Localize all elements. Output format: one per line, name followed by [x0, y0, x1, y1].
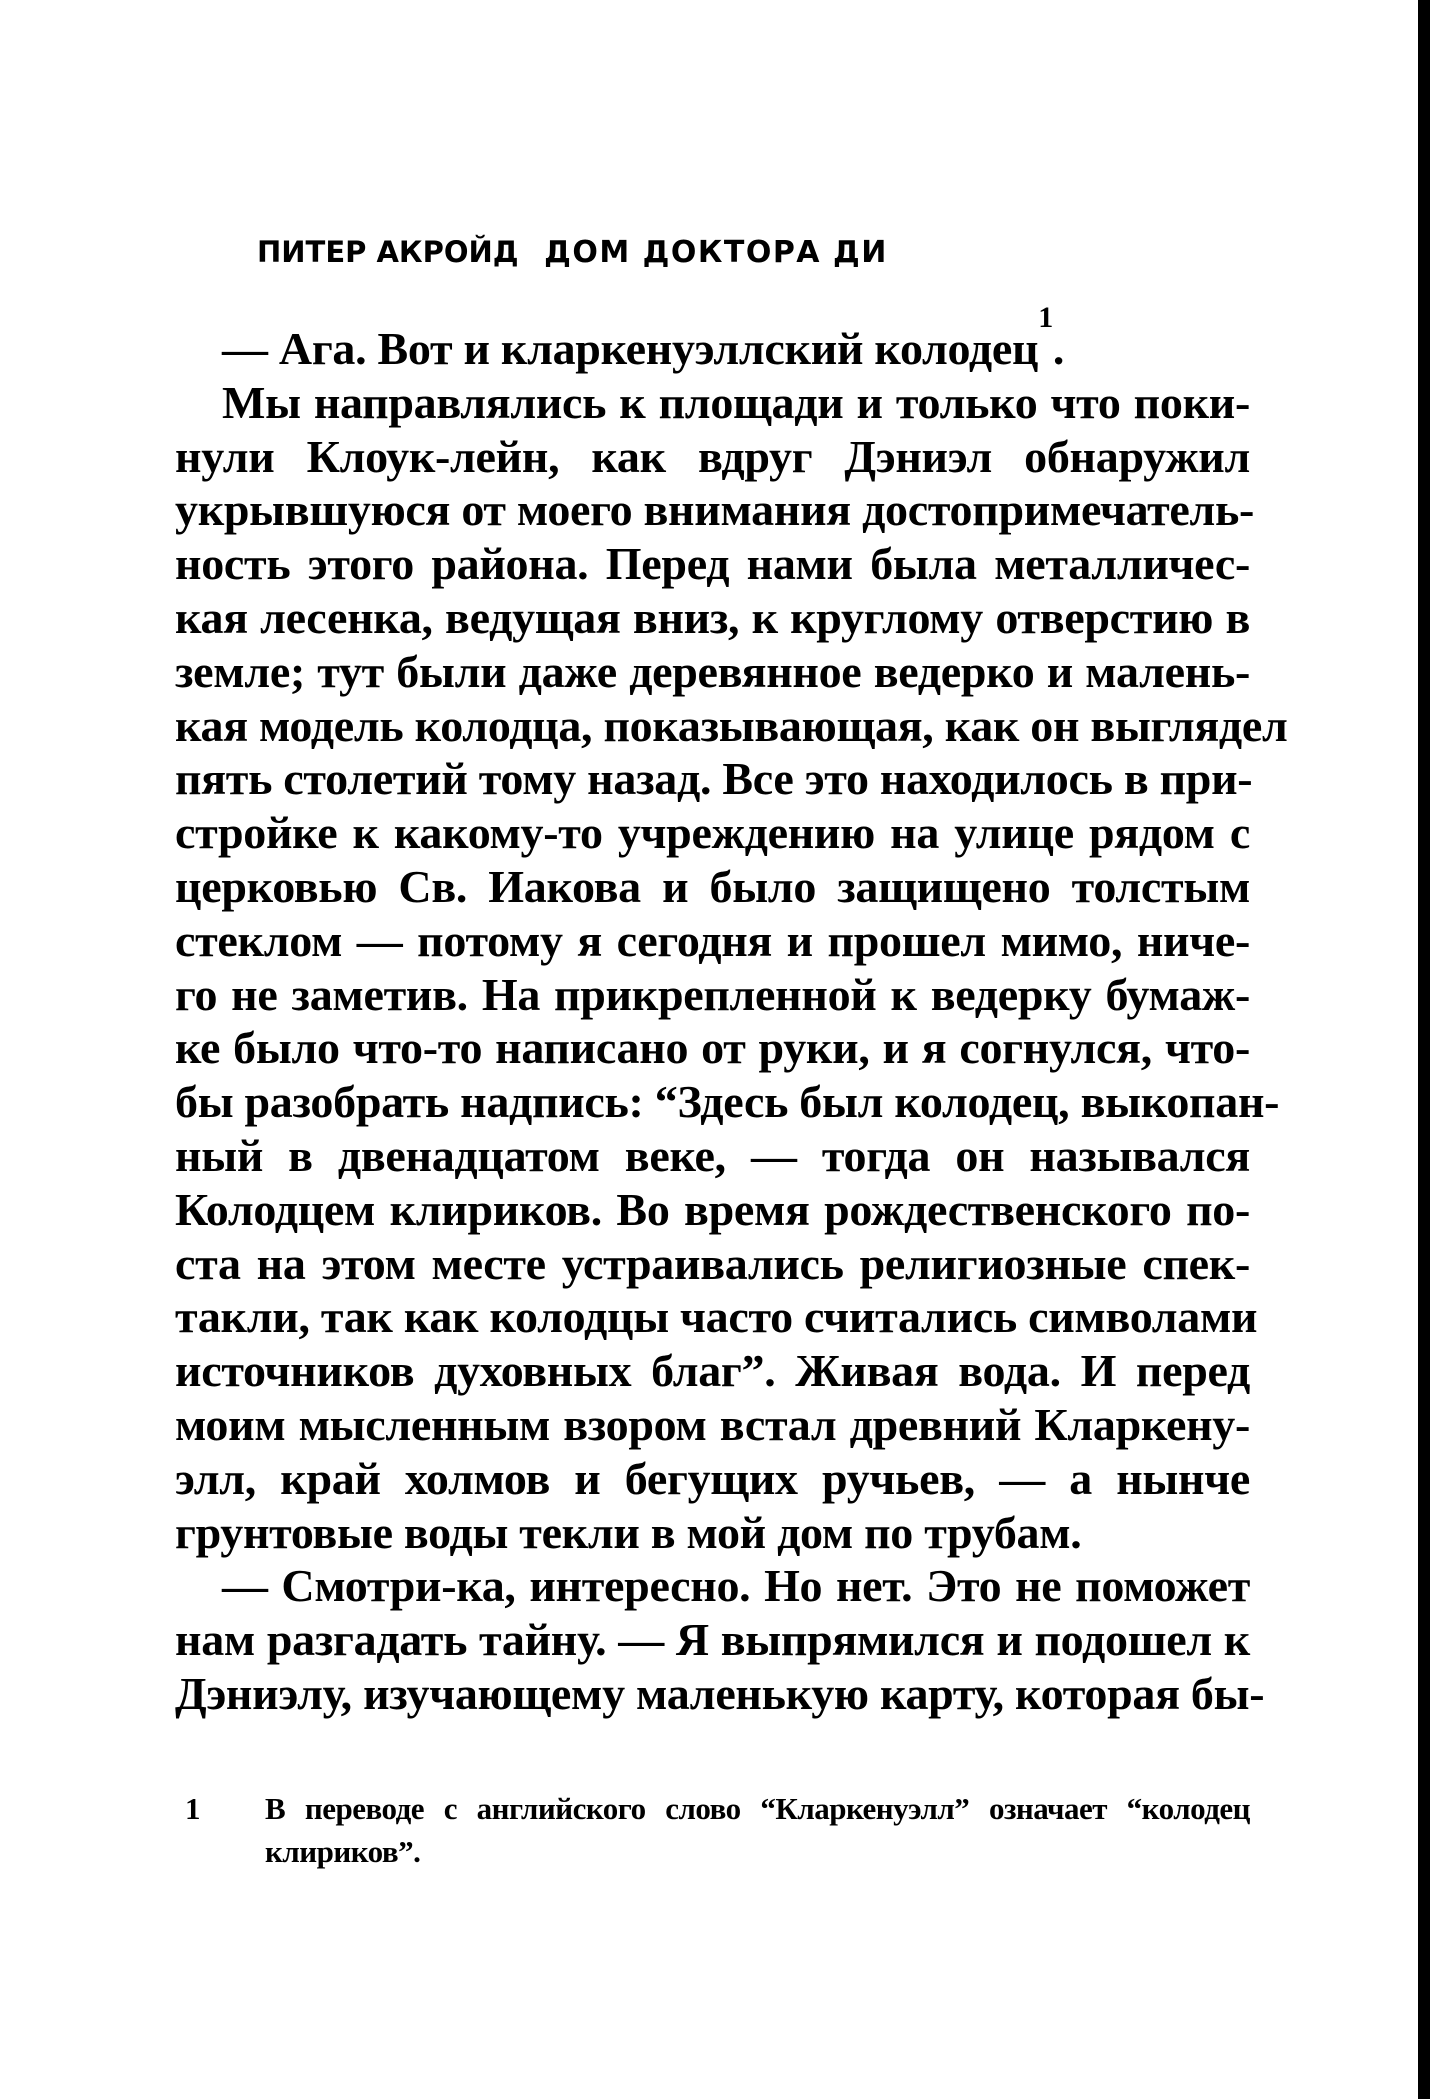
text-line: стеклом — потому я сегодня и прошел мимо, ниче- [175, 914, 1250, 966]
text-line: Мы направлялись к площади и только что поки- [222, 376, 1250, 428]
text-line: го не заметив. На прикрепленной к ведерку бумаж- [175, 968, 1250, 1020]
footnote-line: клириков”. [265, 1834, 421, 1869]
text-line: Колодцем клириков. Во время рождественского по- [175, 1183, 1250, 1235]
text-line: Дэниэлу, изучающему маленькую карту, которая бы- [175, 1667, 1265, 1719]
text-line: грунтовые воды текли в мой дом по трубам. [175, 1506, 1082, 1558]
text-line: источников духовных благ”. Живая вода. И перед [175, 1345, 1250, 1397]
text-line: нули Клоук-лейн, как вдруг Дэниэл обнаружил [175, 430, 1250, 482]
text-line: — Ага. Вот и кларкенуэллский колодец$^1$. [222, 301, 1065, 374]
page-edge-bar [1418, 0, 1430, 2099]
text-line: нам разгадать тайну. — Я выпрямился и подошел к [175, 1614, 1250, 1666]
text-line: такли, так как колодцы часто считались символами [175, 1291, 1258, 1343]
text-line: кая лесенка, ведущая вниз, к круглому отверстию в [175, 591, 1250, 643]
text-line: ста на этом месте устраивались религиозные спек- [175, 1237, 1250, 1289]
text-line: — Смотри-ка, интересно. Но нет. Это не поможет [222, 1560, 1250, 1612]
text-line: бы разобрать надпись: “Здесь был колодец, выкопан- [175, 1076, 1280, 1128]
text-line: укрывшуюся от моего внимания достопримечатель- [175, 484, 1255, 536]
text-line: стройке к какому-то учреждению на улице рядом с [175, 807, 1250, 859]
text-line: ность этого района. Перед нами была металличес- [175, 538, 1250, 590]
text-line: ный в двенадцатом веке, — тогда он назывался [175, 1129, 1250, 1181]
text-line: моим мысленным взором встал древний Кларкену- [175, 1398, 1250, 1450]
text-line: пять столетий тому назад. Все это находилось в при- [175, 753, 1253, 805]
running-head-author: ПИТЕР АКРОЙД [257, 235, 519, 269]
running-head [257, 232, 888, 273]
body-text [175, 301, 1288, 1721]
text-line: элл, край холмов и бегущих ручьев, — а нынче [175, 1452, 1250, 1504]
text-line: кая модель колодца, показывающая, как он выглядел [175, 699, 1288, 751]
text-line: ке было что-то написано от руки, и я согнулся, что- [175, 1022, 1250, 1074]
book-page [175, 0, 1288, 2099]
text-line: земле; тут были даже деревянное ведерко и малень- [175, 645, 1250, 697]
footnote-reference: 1 [1038, 301, 1053, 334]
footnote-line: В переводе с английского слово “Кларкенуэлл” означает “колодец [265, 1791, 1250, 1826]
text-line: церковью Св. Иакова и было защищено толстым [175, 860, 1250, 912]
footnote-number: 1 [185, 1791, 200, 1826]
footnote-body [265, 1787, 1250, 1873]
running-head-title: ДОМ ДОКТОРА ДИ [544, 235, 888, 270]
